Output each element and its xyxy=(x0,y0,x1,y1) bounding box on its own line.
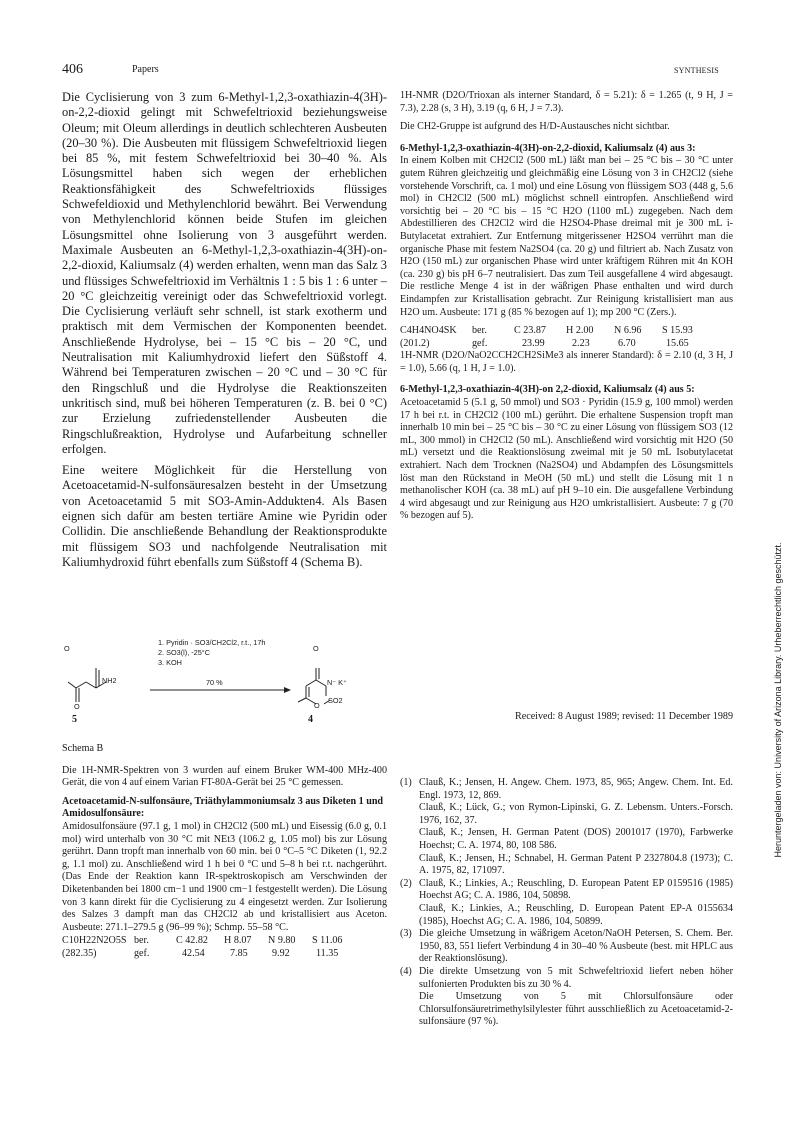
condition-3: 3. KOH xyxy=(158,658,182,667)
nmr-compound-4: 1H-NMR (D2O/NaO2CCH2CH2SiMe3 als innerer Standard): δ = 2.10 (d, 3 H, J = 1.0), 5.66 (q, 1 H, J = 1.0). xyxy=(400,350,733,374)
paragraph-alternative-route: Eine weitere Möglichkeit für die Herstellung von Acetoacetamid-N-sulfonsäuresalzen besteht in der Umsetzung von Acetoacetamid 5 mit SO3-Amin-Addukten4. Als Basen eignen sich dafür am besten tertiäre Amine wie Pyridin oder Collidin. Die anschließende Behandlung der Reaktionsprodukte mit flüssigem SO3 und nachfolgende Neutralisation mit Kaliumhydroxid führt ebenfalls zum Süßstoff 4 (Schema B). xyxy=(62,463,387,569)
page-number: 406 xyxy=(62,62,83,77)
compound-label-4: 4 xyxy=(308,714,313,725)
reference-item: (2) Clauß, K.; Linkies, A.; Reuschling, D. European Patent EP 0159516 (1985) Hoechst AG; C. A. 1986, 104, 50898. xyxy=(400,877,733,902)
received-date: Received: 8 August 1989; revised: 11 December 1989 xyxy=(515,711,733,722)
download-notice-text: Heruntergeladen von: University of Arizona Library. Urheberrechtlich geschützt. xyxy=(773,542,783,858)
reference-item: Clauß, K.; Linkies, A.; Reuschling, D. European Patent EP-A 0155634 (1985), Hoechst AG; C. A. 1986, 104, 50899. xyxy=(419,902,733,927)
analysis-row: (201.2) gef. 23.99 2.23 6.70 15.65 xyxy=(400,337,689,349)
analysis-table-4 xyxy=(400,325,733,350)
heading-compound-4-from-5: 6-Methyl-1,2,3-oxathiazin-4(3H)-on 2,2-dioxid, Kaliumsalz (4) aus 5: xyxy=(400,384,695,396)
reference-item: Clauß, K.; Lück, G.; von Rymon-Lipinski, G. Z. Lebensm. Unters.-Forsch. 1976, 162, 37. xyxy=(419,802,733,826)
scheme-label: Schema B xyxy=(62,743,104,754)
analysis-row: (282.35) gef. 42.54 7.85 9.92 11.35 xyxy=(62,947,339,959)
heading-compound-3: Acetoacetamid-N-sulfonsäure, Triäthylammoniumsalz 3 aus Diketen 1 und Amidosulfonsäure: xyxy=(62,795,384,820)
condition-1: 1. Pyridin · SO3/CH2Cl2, r.t., 17h xyxy=(158,638,266,647)
analysis-row: C4H4NO4SK ber. C 23.87 H 2.00 N 6.96 S 15.93 xyxy=(400,325,693,337)
paragraph-cyclisation: Die Cyclisierung von 3 zum 6-Methyl-1,2,3-oxathiazin-4(3H)-on-2,2-dioxid gelingt mit Schwefeltrioxid beziehungsweise Oleum; mit Oleum allerdings in deutlich schlechteren Ausbeuten (20–30 %). Die Ausbeuten mit flüssigem Schwefeltrioxid liegen bei 85 %, mit festem Schwefeltrioxid bei 30–40 %. Als Lösungsmittel haben sich wegen der erheblichen Reaktionsfähigkeit des Schwefeltrioxids flüssiges Schwefeldioxid und Methylenchlorid bewährt. Bei Verwendung von Methylenchlorid können beide Stufen im gleichen Lösungsmittel ohne Isolierung von 3 ausgeführt werden. Maximale Ausbeuten an 6-Methyl-1,2,3-oxathiazin-4(3H)-on-2,2-dioxid, Kaliumsalz (4) werden erhalten, wenn man das Salz 3 und flüssiges Schwefeltrioxid im Verhältnis 1 : 5 bis 1 : 6 unter – 20 °C gleichzeitig vereinigt oder das Schwefeltrioxid vorlegt. Die Cyclisierung verläuft sehr schnell, ist stark exotherm und praktisch mit dem Vermischen der Komponenten beendet. Anschließende Hydrolyse, bei – 15 °C bis – 20 °C, und Neutralisation mit Kaliumhydroxid liefert den Süßstoff 4. Während bei Temperaturen zwischen – 20 °C und – 30 °C für den Ringschluß und die Hydrolyse die Reaktionszeiten unkritisch sind, muß bei höheren Temperaturen (z. B. bei 0 °C) zur Erzielung zufriedenstellender Ausbeuten die Ringschlußreaktion, Hydrolyse und Aufarbeitung schneller erfolgen. xyxy=(62,90,387,456)
arrow-head xyxy=(284,687,291,693)
scheme-b xyxy=(62,638,392,738)
procedure-compound-4-from-3: In einem Kolben mit CH2Cl2 (500 mL) läßt man bei – 25 °C bis – 30 °C unter gutem Rühren gleichzeitig und gleichmäßig eine Lösung von 3 in CH2Cl2 (siehe vorstehende Vorschrift, ca. 1 mol) und eine Lösung von flüssigem SO3 (448 g, 5.6 mol) in CH2Cl2 (500 mL) möglichst schnell eintropfen. Anschließend wird vorsichtig bei – 20 °C bis – 15 °C H2O (1100 mL) zugegeben. Nach dem Abdestillieren des CH2Cl2 wird die H2SO4-Phase dreimal mit je 300 mL i-Butylacetat extrahiert. Zur Entfernung mitgerissener H2SO4 verrührt man die organische Phase mit festem Na2SO4 (ca. 20 g) und filtriert ab. Nach Zusatz von H2O (150 mL) zur organischen Phase wird unter kräftigem Rühren mit 4n KOH (ca. 230 g) bis pH 6–7 neutralisiert. Das zum Teil ausgefallene 4 wird abgesaugt. Die restliche Menge 4 ist in der wäßrigen Phase enthalten und wird durch Eindampfen zur Kristallisation gebracht. Zur Reinigung kristallisiert man aus H2O um. Ausbeute: 171 g (85 % bezogen auf 1); mp 200 °C (Zers.). xyxy=(400,155,733,318)
scheme-yield: 70 % xyxy=(206,678,223,687)
analysis-row: C10H22N2O5S ber. C 42.82 H 8.07 N 9.80 S 11.06 xyxy=(62,935,343,947)
amide-nh2: NH2 xyxy=(102,676,117,685)
procedure-compound-4-from-5: Acetoacetamid 5 (5.1 g, 50 mmol) und SO3 · Pyridin (15.9 g, 100 mmol) werden 17 h bei r.t. in CH2Cl2 (100 mL) gerührt. Die erhaltene Suspension tropft man innerhalb 10 min bei – 25 °C bis – 30 °C zu einer Lösung von flüssigem SO3 (12 mL, 300 mmol) in CH2Cl2 (50 mL). Anschließend wird vorsichtig mit H2O (50 mL) versetzt und die Reaktionslösung zweimal mit je 50 mL Isobutylacetat extrahiert. Nach dem Trocknen (Na2SO4) und Abdampfen des Lösungsmittels löst man den Rückstand in MeOH (50 mL) und stellt die Lösung mit 1 n methanolischer KOH (ca. 38 mL) auf pH 9–10 ein. Die ausgefallene Verbindung 4 wird abgesaugt und zur Reinigung aus H2O umkristallisiert. Ausbeute: 7 g (70 % bezogen auf 5). xyxy=(400,397,733,522)
bond xyxy=(76,682,86,688)
bond xyxy=(316,680,326,686)
references-list xyxy=(400,777,733,1029)
right-column xyxy=(400,90,733,523)
left-column xyxy=(62,90,387,570)
reference-item: Clauß, K.; Jensen, H. German Patent (DOS) 2001017 (1970), Farbwerke Hoechst; C. A. 1974, 80, 108 586. xyxy=(419,827,733,851)
condition-2: 2. SO3(l), -25°C xyxy=(158,648,210,657)
bond xyxy=(86,682,96,688)
bond xyxy=(298,698,306,702)
reference-item: (1) Clauß, K.; Jensen, H. Angew. Chem. 1973, 85, 965; Angew. Chem. Int. Ed. Engl. 1973, 12, 869. xyxy=(400,777,733,801)
product-so2: SO2 xyxy=(328,696,343,705)
reference-item: (4) Die direkte Umsetzung von 5 mit Schwefeltrioxid liefert neben höher sulfonierten Produkten bis zu 30 % 4. xyxy=(400,965,733,990)
product-o-top: O xyxy=(313,644,319,653)
product-n-k: N⁻ K⁺ xyxy=(327,678,347,687)
download-notice-sidebar xyxy=(772,370,784,1030)
journal-name: SYNTHESIS xyxy=(674,66,719,75)
bond xyxy=(306,680,316,686)
product-ring-o: O xyxy=(314,701,320,710)
analysis-table-3 xyxy=(62,935,387,960)
carbonyl-o-bottom: O xyxy=(74,702,80,711)
procedure-compound-3: Amidosulfonsäure (97.1 g, 1 mol) in CH2Cl2 (500 mL) und Eisessig (6.0 g, 0.1 mol) wird unterhalb von 30 °C mit NEt3 (106.2 g, 1.05 mol) bis zur Lösung gerührt. Dann tropft man innerhalb von 60 min. bei 0 °C–5 °C Diketen (1, 92.2 g, 1.1 mol) zu. Anschließend wird 1 h bei 0 °C und 5–8 h bei r.t. nachgerührt. (Das Ende der Reaktion kann IR-spektroskopisch am Verschwinden der Diketenbanden bei 1800 cm−1 und 1900 cm−1 festgestellt werden). Die Lösung von 3 kann direkt für die Cyclisierung zu 4 eingesetzt werden. Zur Isolierung des Salzes 3 dampft man das CH2Cl2 ab und kristallisiert aus Aceton. Ausbeute: 271.1–279.5 g (96–99 %); Schmp. 55–58 °C. xyxy=(62,820,387,933)
reference-item: (3) Die gleiche Umsetzung in wäßrigem Aceton/NaOH Petersen, S. Chem. Ber. 1950, 83, 551 liefert Verbindung 4 in 30–40 % Ausbeute (best. mit HPLC aus der Reaktionslösung). xyxy=(400,928,733,965)
reference-item: Clauß, K.; Jensen, H.; Schnabel, H. German Patent P 2327804.8 (1973); C. A. 1975, 82, 171097. xyxy=(419,852,733,877)
section-name: Papers xyxy=(132,64,159,75)
bond xyxy=(68,682,76,688)
reference-item: Die Umsetzung von 5 mit Chlorsulfonsäure oder Chlorsulfonsäuretrimethylsilylester führt ausschließlich zu Acetoacetamid-2-sulfonsäure (97 %). xyxy=(419,991,733,1028)
heading-compound-4-from-3: 6-Methyl-1,2,3-oxathiazin-4(3H)-on-2,2-dioxid, Kaliumsalz (4) aus 3: xyxy=(400,142,696,154)
left-column-experimental xyxy=(62,743,387,961)
nmr-instrument-note: Die 1H-NMR-Spektren von 3 wurden auf einem Bruker WM-400 MHz-400 Gerät, die von 4 auf einem Varian FT-80A-Gerät bei 25 °C gemessen. xyxy=(62,764,387,789)
ch2-group-note: Die CH2-Gruppe ist aufgrund des H/D-Austausches nicht sichtbar. xyxy=(400,121,670,133)
carbonyl-o-top: O xyxy=(64,644,70,653)
compound-label-5: 5 xyxy=(72,714,77,725)
nmr-compound-3: 1H-NMR (D2O/Trioxan als interner Standard, δ = 5.21): δ = 1.265 (t, 9 H, J = 7.3), 2.28 (s, 3 H), 3.19 (q, 6 H, J = 7.3). xyxy=(400,90,733,114)
